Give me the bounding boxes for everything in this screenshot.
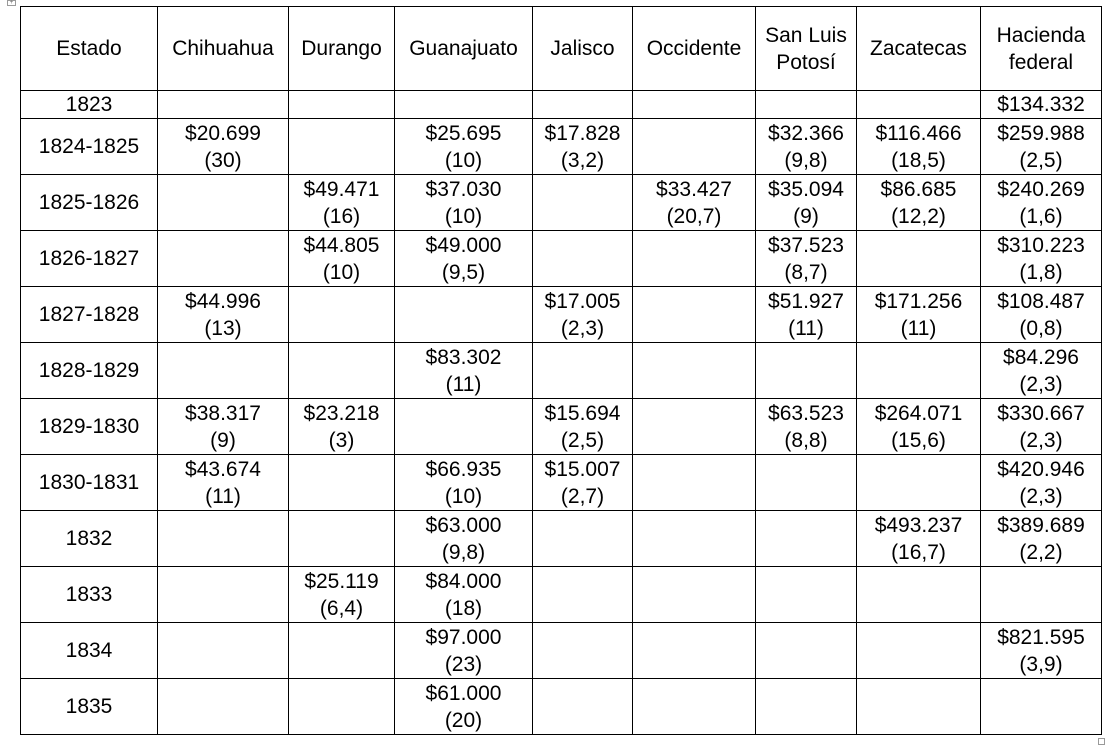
value-cell	[533, 231, 633, 287]
value-cell	[756, 91, 857, 119]
amount-value: $32.366	[768, 121, 844, 145]
value-cell	[395, 679, 533, 735]
percentage-value: (9,5)	[441, 260, 486, 284]
value-cell	[981, 567, 1102, 623]
value-cell	[395, 567, 533, 623]
value-cell	[756, 455, 857, 511]
value-cell	[857, 287, 981, 343]
amount-value: $37.030	[425, 177, 502, 201]
value-cell	[158, 343, 289, 399]
value-cell	[633, 231, 756, 287]
column-header-hacienda-federal: Hacienda federal	[981, 7, 1102, 91]
value-cell	[857, 567, 981, 623]
value-cell	[158, 399, 289, 455]
value-cell	[981, 343, 1102, 399]
value-cell	[756, 343, 857, 399]
percentage-value: (11)	[900, 316, 937, 340]
amount-value: $86.685	[880, 177, 957, 201]
value-cell	[633, 343, 756, 399]
amount-value: $15.694	[544, 401, 621, 425]
amount-value: $134.332	[997, 93, 1085, 116]
percentage-value: (16,7)	[891, 540, 946, 564]
amount-value: $17.005	[544, 289, 621, 313]
value-cell	[633, 399, 756, 455]
value-cell	[533, 399, 633, 455]
value-cell	[289, 119, 395, 175]
amount-value: $33.427	[656, 177, 732, 201]
value-cell	[158, 119, 289, 175]
value-cell	[289, 623, 395, 679]
percentage-value: (9,8)	[441, 540, 486, 564]
value-cell	[395, 399, 533, 455]
percentage-value: (11)	[205, 484, 241, 508]
amount-value: $17.828	[544, 121, 621, 145]
percentage-value: (2,3)	[1019, 484, 1063, 508]
value-cell	[289, 455, 395, 511]
percentage-value: (18)	[444, 596, 483, 620]
amount-value: $25.119	[304, 569, 379, 593]
value-cell	[857, 623, 981, 679]
table-row	[21, 119, 1102, 175]
value-cell	[395, 623, 533, 679]
percentage-value: (30)	[204, 148, 242, 172]
year-cell: 1829-1830	[21, 399, 158, 455]
amount-value: $84.000	[425, 569, 502, 593]
value-cell	[533, 567, 633, 623]
value-cell	[857, 343, 981, 399]
table-row	[21, 455, 1102, 511]
value-cell	[289, 287, 395, 343]
amount-value: $20.699	[185, 121, 261, 145]
percentage-value: (13)	[204, 316, 242, 340]
percentage-value: (2,5)	[560, 428, 605, 452]
value-cell	[533, 175, 633, 231]
table-row	[21, 175, 1102, 231]
amount-value: $171.256	[874, 289, 963, 313]
amount-value: $51.927	[768, 289, 844, 313]
value-cell	[981, 231, 1102, 287]
column-header-zacatecas: Zacatecas	[857, 7, 981, 91]
value-cell	[756, 175, 857, 231]
table-row	[21, 623, 1102, 679]
percentage-value: (1,6)	[1019, 204, 1063, 228]
value-cell	[633, 511, 756, 567]
value-cell	[633, 679, 756, 735]
value-cell	[533, 91, 633, 119]
value-cell	[289, 91, 395, 119]
value-cell	[633, 175, 756, 231]
percentage-value: (20)	[444, 708, 483, 732]
percentage-value: (11)	[445, 372, 482, 396]
value-cell	[857, 91, 981, 119]
value-cell	[857, 399, 981, 455]
value-cell	[533, 343, 633, 399]
percentage-value: (3,9)	[1019, 652, 1063, 676]
value-cell	[533, 679, 633, 735]
amount-value: $49.000	[425, 233, 502, 257]
percentage-value: (6,4)	[319, 596, 364, 620]
percentage-value: (2,3)	[1019, 372, 1063, 396]
percentage-value: (11)	[788, 316, 824, 340]
value-cell	[158, 623, 289, 679]
column-header-san-luis-potosi: San Luis Potosí	[756, 7, 857, 91]
year-cell: 1833	[21, 567, 158, 623]
value-cell	[981, 511, 1102, 567]
value-cell	[981, 399, 1102, 455]
amount-value: $49.471	[303, 177, 380, 201]
value-cell	[158, 679, 289, 735]
table-row	[21, 91, 1102, 119]
amount-value: $44.805	[303, 233, 380, 257]
value-cell	[289, 399, 395, 455]
value-cell	[533, 623, 633, 679]
data-table	[20, 6, 1102, 735]
percentage-value: (2,2)	[1019, 540, 1063, 564]
amount-value: $63.000	[425, 513, 502, 537]
value-cell	[756, 679, 857, 735]
value-cell	[857, 231, 981, 287]
value-cell	[857, 511, 981, 567]
table-row	[21, 343, 1102, 399]
amount-value: $821.595	[997, 625, 1085, 649]
year-cell: 1832	[21, 511, 158, 567]
year-cell: 1826-1827	[21, 231, 158, 287]
percentage-value: (0,8)	[1019, 316, 1063, 340]
table-resize-handle-icon[interactable]	[1098, 738, 1105, 745]
amount-value: $264.071	[874, 401, 963, 425]
value-cell	[158, 287, 289, 343]
value-cell	[533, 119, 633, 175]
value-cell	[981, 623, 1102, 679]
value-cell	[158, 511, 289, 567]
year-cell: 1830-1831	[21, 455, 158, 511]
table-move-handle-icon[interactable]: +	[7, 0, 16, 6]
percentage-value: (10)	[444, 148, 483, 172]
value-cell	[289, 343, 395, 399]
value-cell	[633, 119, 756, 175]
table-row	[21, 511, 1102, 567]
percentage-value: (2,3)	[560, 316, 605, 340]
value-cell	[395, 511, 533, 567]
header-row	[21, 7, 1102, 91]
value-cell	[633, 287, 756, 343]
amount-value: $389.689	[997, 513, 1085, 537]
amount-value: $84.296	[1003, 345, 1079, 369]
value-cell	[158, 91, 289, 119]
amount-value: $23.218	[303, 401, 380, 425]
value-cell	[981, 679, 1102, 735]
percentage-value: (2,3)	[1019, 428, 1063, 452]
percentage-value: (9,8)	[784, 148, 828, 172]
value-cell	[289, 511, 395, 567]
value-cell	[533, 287, 633, 343]
amount-value: $61.000	[425, 681, 502, 705]
amount-value: $240.269	[997, 177, 1085, 201]
value-cell	[756, 287, 857, 343]
amount-value: $37.523	[768, 233, 844, 257]
percentage-value: (3)	[328, 428, 355, 452]
column-header-occidente: Occidente	[633, 7, 756, 91]
amount-value: $330.667	[997, 401, 1085, 425]
amount-value: $43.674	[185, 457, 261, 481]
value-cell	[857, 119, 981, 175]
amount-value: $97.000	[425, 625, 502, 649]
value-cell	[756, 231, 857, 287]
percentage-value: (8,8)	[784, 428, 828, 452]
value-cell	[289, 175, 395, 231]
table-row	[21, 679, 1102, 735]
amount-value: $420.946	[997, 457, 1085, 481]
year-cell: 1825-1826	[21, 175, 158, 231]
percentage-value: (10)	[444, 484, 483, 508]
year-cell: 1835	[21, 679, 158, 735]
amount-value: $310.223	[997, 233, 1085, 257]
table-body	[21, 91, 1102, 735]
value-cell	[395, 91, 533, 119]
value-cell	[857, 679, 981, 735]
year-cell: 1824-1825	[21, 119, 158, 175]
value-cell	[395, 287, 533, 343]
value-cell	[756, 567, 857, 623]
value-cell	[756, 623, 857, 679]
year-cell: 1828-1829	[21, 343, 158, 399]
table-row	[21, 567, 1102, 623]
value-cell	[857, 175, 981, 231]
value-cell	[857, 455, 981, 511]
percentage-value: (1,8)	[1019, 260, 1063, 284]
amount-value: $83.302	[425, 345, 502, 369]
percentage-value: (2,5)	[1019, 148, 1063, 172]
column-header-jalisco: Jalisco	[533, 7, 633, 91]
value-cell	[633, 91, 756, 119]
column-header-durango: Durango	[289, 7, 395, 91]
column-header-guanajuato: Guanajuato	[395, 7, 533, 91]
value-cell	[395, 231, 533, 287]
amount-value: $108.487	[997, 289, 1085, 313]
value-cell	[981, 455, 1102, 511]
percentage-value: (8,7)	[784, 260, 828, 284]
value-cell	[633, 623, 756, 679]
value-cell	[158, 455, 289, 511]
value-cell	[981, 175, 1102, 231]
value-cell	[533, 511, 633, 567]
percentage-value: (23)	[444, 652, 483, 676]
value-cell	[289, 567, 395, 623]
amount-value: $44.996	[185, 289, 261, 313]
percentage-value: (16)	[322, 204, 361, 228]
amount-value: $66.935	[425, 457, 502, 481]
percentage-value: (3,2)	[560, 148, 605, 172]
value-cell	[395, 455, 533, 511]
table-row	[21, 231, 1102, 287]
value-cell	[633, 567, 756, 623]
percentage-value: (2,7)	[560, 484, 605, 508]
column-header-chihuahua: Chihuahua	[158, 7, 289, 91]
amount-value: $259.988	[997, 121, 1085, 145]
value-cell	[756, 119, 857, 175]
percentage-value: (20,7)	[666, 204, 722, 228]
value-cell	[395, 343, 533, 399]
amount-value: $25.695	[425, 121, 502, 145]
value-cell	[981, 287, 1102, 343]
value-cell	[289, 231, 395, 287]
amount-value: $116.466	[875, 121, 962, 145]
percentage-value: (12,2)	[891, 204, 946, 228]
value-cell	[158, 175, 289, 231]
amount-value: $63.523	[768, 401, 844, 425]
value-cell	[395, 119, 533, 175]
amount-value: $35.094	[768, 177, 844, 201]
value-cell	[289, 679, 395, 735]
year-cell: 1834	[21, 623, 158, 679]
percentage-value: (10)	[322, 260, 361, 284]
percentage-value: (18,5)	[891, 148, 946, 172]
value-cell	[633, 455, 756, 511]
amount-value: $15.007	[544, 457, 621, 481]
column-header-estado: Estado	[21, 7, 158, 91]
value-cell	[756, 399, 857, 455]
value-cell	[756, 511, 857, 567]
value-cell	[395, 175, 533, 231]
percentage-value: (9)	[210, 428, 236, 452]
percentage-value: (9)	[793, 204, 819, 228]
value-cell	[158, 231, 289, 287]
year-cell: 1827-1828	[21, 287, 158, 343]
table-row	[21, 399, 1102, 455]
value-cell	[981, 119, 1102, 175]
value-cell	[981, 91, 1102, 119]
percentage-value: (10)	[444, 204, 483, 228]
percentage-value: (15,6)	[891, 428, 946, 452]
value-cell	[158, 567, 289, 623]
amount-value: $38.317	[185, 401, 261, 425]
table-row	[21, 287, 1102, 343]
amount-value: $493.237	[874, 513, 963, 537]
value-cell	[533, 455, 633, 511]
year-cell: 1823	[21, 91, 158, 119]
